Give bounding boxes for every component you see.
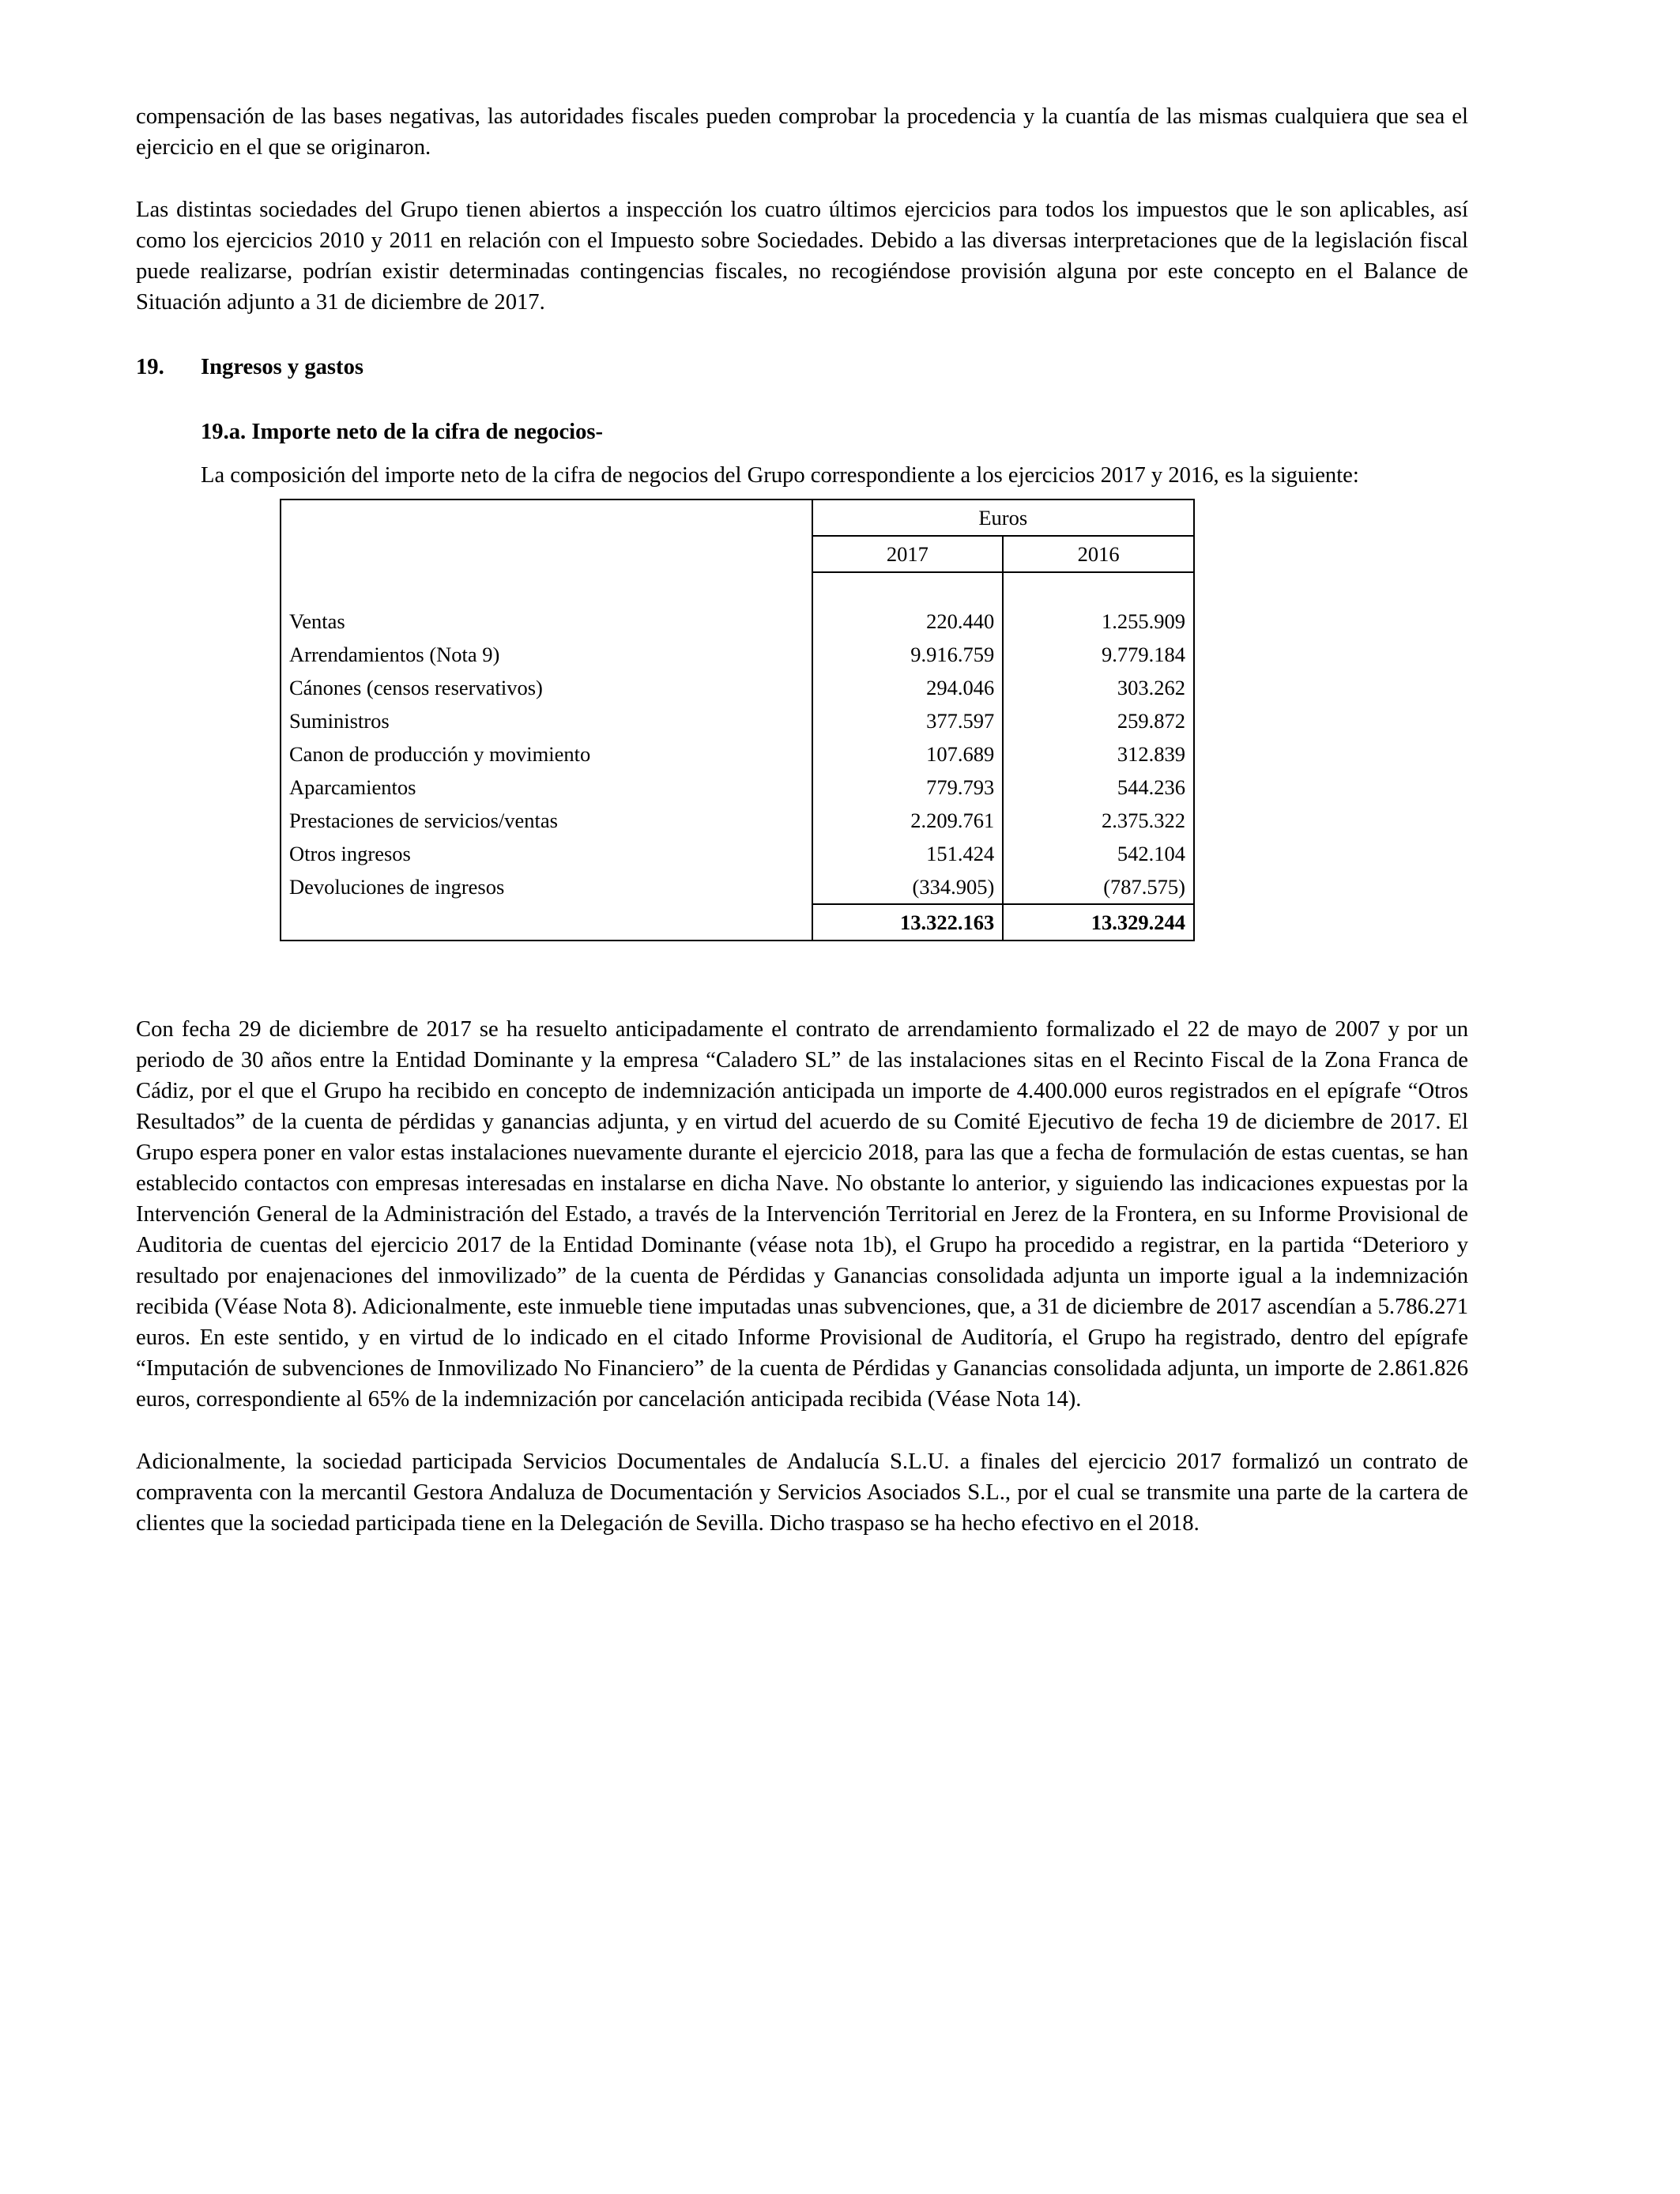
row-label: Aparcamientos (281, 771, 812, 804)
currency-header: Euros (812, 499, 1194, 536)
row-value-2017: 9.916.759 (812, 638, 1004, 671)
row-value-2016: 1.255.909 (1003, 605, 1194, 638)
row-value-2017: 107.689 (812, 737, 1004, 771)
total-2016: 13.329.244 (1003, 904, 1194, 941)
table-spacer-row (281, 572, 1194, 605)
subsection-title: 19.a. Importe neto de la cifra de negocios- (201, 420, 604, 444)
row-label: Canon de producción y movimiento (281, 737, 812, 771)
table-row (281, 837, 1194, 870)
row-value-2016: 2.375.322 (1003, 804, 1194, 837)
paragraph-tax-inspection: Las distintas sociedades del Grupo tienen abiertos a inspección los cuatro últimos ejercicios para todos los impuestos que le son aplicables, así como los ejercicios 2010 y 2011 en relación con el Impuesto sobre Sociedades. Debido a las diversas interpretaciones que de la legislación fiscal puede realizarse, podrían existir determinadas contingencias fiscales, no recogiéndose provisión alguna por este concepto en el Balance de Situación adjunto a 31 de diciembre de 2017. (136, 198, 1468, 315)
row-label: Prestaciones de servicios/ventas (281, 804, 812, 837)
row-value-2016: 303.262 (1003, 671, 1194, 704)
row-value-2016: 312.839 (1003, 737, 1194, 771)
row-label: Cánones (censos reservativos) (281, 671, 812, 704)
row-value-2016: 259.872 (1003, 704, 1194, 737)
table-row (281, 704, 1194, 737)
total-2017: 13.322.163 (812, 904, 1004, 941)
row-value-2017: 220.440 (812, 605, 1004, 638)
row-value-2017: (334.905) (812, 870, 1004, 904)
subsection-intro: La composición del importe neto de la cifra de negocios del Grupo correspondiente a los ejercicios 2017 y 2016, es la siguiente: (201, 463, 1359, 488)
row-value-2016: 9.779.184 (1003, 638, 1194, 671)
paragraph-tax-losses: compensación de las bases negativas, las autoridades fiscales pueden comprobar la procedencia y la cuantía de las mismas cualquiera que sea el ejercicio en el que se originaron. (136, 104, 1468, 160)
paragraph-client-portfolio-sale: Adicionalmente, la sociedad participada Servicios Documentales de Andalucía S.L.U. a finales del ejercicio 2017 formalizó un contrato de compraventa con la mercantil Gestora Andaluza de Documentación y Servicios Asociados S.L., por el cual se transmite una parte de la cartera de clientes que la sociedad participada tiene en la Delegación de Sevilla. Dicho traspaso se ha hecho efectivo en el 2018. (136, 1449, 1468, 1536)
table-row (281, 804, 1194, 837)
section-heading (136, 352, 1468, 383)
document-page (136, 101, 1468, 1539)
year-2017-header: 2017 (812, 536, 1004, 572)
row-value-2016: (787.575) (1003, 870, 1194, 904)
table-row (281, 638, 1194, 671)
table-header-blank (281, 499, 812, 572)
row-value-2017: 779.793 (812, 771, 1004, 804)
section-number: 19. (136, 355, 164, 379)
row-value-2017: 377.597 (812, 704, 1004, 737)
table-row (281, 737, 1194, 771)
row-label: Suministros (281, 704, 812, 737)
row-label: Ventas (281, 605, 812, 638)
row-value-2017: 294.046 (812, 671, 1004, 704)
paragraph-lease-termination: Con fecha 29 de diciembre de 2017 se ha resuelto anticipadamente el contrato de arrendamiento formalizado el 22 de mayo de 2007 y por un periodo de 30 años entre la Entidad Dominante y la empresa “Caladero SL” de las instalaciones sitas en el Recinto Fiscal de la Zona Franca de Cádiz, por el que el Grupo ha recibido en concepto de indemnización anticipada un importe de 4.400.000 euros registrados en el epígrafe “Otros Resultados” de la cuenta de pérdidas y ganancias adjunta, y en virtud del acuerdo de su Comité Ejecutivo de fecha 19 de diciembre de 2017. El Grupo espera poner en valor estas instalaciones nuevamente durante el ejercicio 2018, para las que a fecha de formulación de estas cuentas, se han establecido contactos con empresas interesadas en instalarse en dicha Nave. No obstante lo anterior, y siguiendo las indicaciones expuestas por la Intervención General de la Administración del Estado, a través de la Intervención Territorial en Jerez de la Frontera, en su Informe Provisional de Auditoria de cuentas del ejercicio 2017 de la Entidad Dominante (véase nota 1b), el Grupo ha procedido a registrar, en la partida “Deterioro y resultado por enajenaciones del inmovilizado” de la cuenta de Pérdidas y Ganancias consolidada adjunta un importe igual a la indemnización recibida (Véase Nota 8). Adicionalmente, este inmueble tiene imputadas unas subvenciones, que, a 31 de diciembre de 2017 ascendían a 5.786.271 euros. En este sentido, y en virtud de lo indicado en el citado Informe Provisional de Auditoría, el Grupo ha registrado, dentro del epígrafe “Imputación de subvenciones de Inmovilizado No Financiero” de la cuenta de Pérdidas y Ganancias consolidada adjunta, un importe de 2.861.826 euros, correspondiente al 65% de la indemnización por cancelación anticipada recibida (Véase Nota 14). (136, 1017, 1468, 1412)
row-label: Arrendamientos (Nota 9) (281, 638, 812, 671)
table-row (281, 605, 1194, 638)
row-label: Otros ingresos (281, 837, 812, 870)
row-value-2017: 2.209.761 (812, 804, 1004, 837)
subsection-block (201, 417, 1468, 491)
table-row (281, 870, 1194, 904)
table-total-row (281, 904, 1194, 941)
row-value-2016: 542.104 (1003, 837, 1194, 870)
section-title: Ingresos y gastos (201, 355, 364, 379)
table-row (281, 771, 1194, 804)
table-row (281, 671, 1194, 704)
table-header-row (281, 499, 1194, 536)
year-2016-header: 2016 (1003, 536, 1194, 572)
row-label: Devoluciones de ingresos (281, 870, 812, 904)
revenue-table (280, 499, 1195, 941)
row-value-2017: 151.424 (812, 837, 1004, 870)
row-value-2016: 544.236 (1003, 771, 1194, 804)
